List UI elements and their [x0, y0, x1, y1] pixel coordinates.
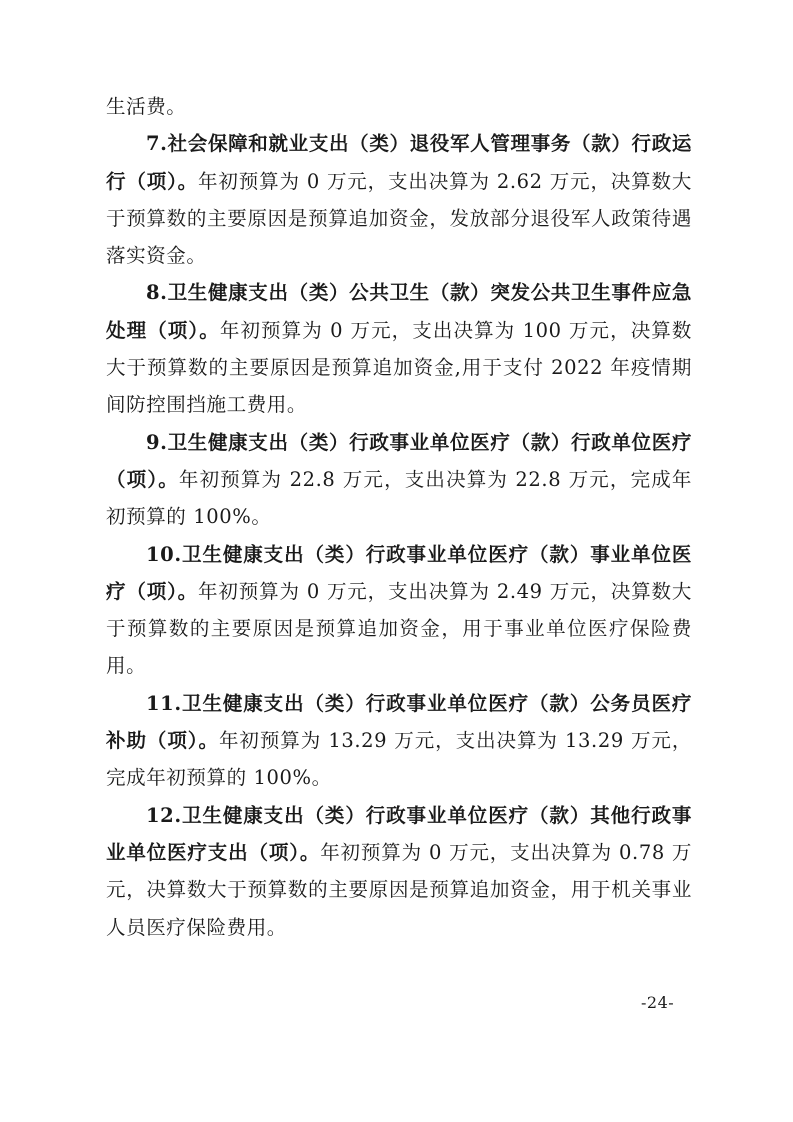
budget-item-body: 年初预算为 0 万元，支出决算为 2.49 万元，决算数大于预算数的主要原因是预算追加资金，用于事业单位医疗保险费用。 — [106, 579, 692, 678]
document-page — [106, 88, 692, 946]
budget-item-heading: 8.卫生健康支出（类）公共卫生（款）突发公共卫生事件应急处理（项）。 — [106, 281, 692, 342]
budget-item-body: 年初预算为 22.8 万元，支出决算为 22.8 万元，完成年初预算的 100%。 — [106, 467, 692, 529]
budget-item-body: 年初预算为 13.29 万元，支出决算为 13.29 万元，完成年初预算的 100%。 — [106, 729, 692, 790]
budget-item-8 — [106, 274, 692, 423]
budget-item-9 — [106, 424, 692, 536]
budget-item-heading: 11.卫生健康支出（类）行政事业单位医疗（款）公务员医疗补助（项）。 — [106, 691, 692, 753]
page-number: -24- — [641, 993, 675, 1012]
budget-item-11 — [106, 685, 692, 797]
budget-item-10 — [106, 536, 692, 685]
continuation-paragraph: 生活费。 — [106, 95, 187, 118]
budget-item-body: 年初预算为 0 万元，支出决算为 100 万元，决算数大于预算数的主要原因是预算追加资金,用于支付 2022 年疫情期间防控围挡施工费用。 — [106, 318, 692, 417]
budget-item-heading: 12.卫生健康支出（类）行政事业单位医疗（款）其他行政事业单位医疗支出（项）。 — [106, 803, 692, 864]
budget-item-12 — [106, 797, 692, 946]
budget-item-heading: 9.卫生健康支出（类）行政事业单位医疗（款）行政单位医疗（项）。 — [106, 430, 692, 491]
budget-item-heading: 7.社会保障和就业支出（类）退役军人管理事务（款）行政运行（项）。 — [106, 132, 692, 193]
budget-item-7 — [106, 125, 692, 274]
budget-item-body: 年初预算为 0 万元，支出决算为 0.78 万元，决算数大于预算数的主要原因是预算追加资金，用于机关事业人员医疗保险费用。 — [106, 840, 692, 939]
budget-item-body: 年初预算为 0 万元，支出决算为 2.62 万元，决算数大于预算数的主要原因是预算追加资金，发放部分退役军人政策待遇落实资金。 — [106, 169, 692, 268]
budget-item-heading: 10.卫生健康支出（类）行政事业单位医疗（款）事业单位医疗（项）。 — [106, 542, 692, 603]
